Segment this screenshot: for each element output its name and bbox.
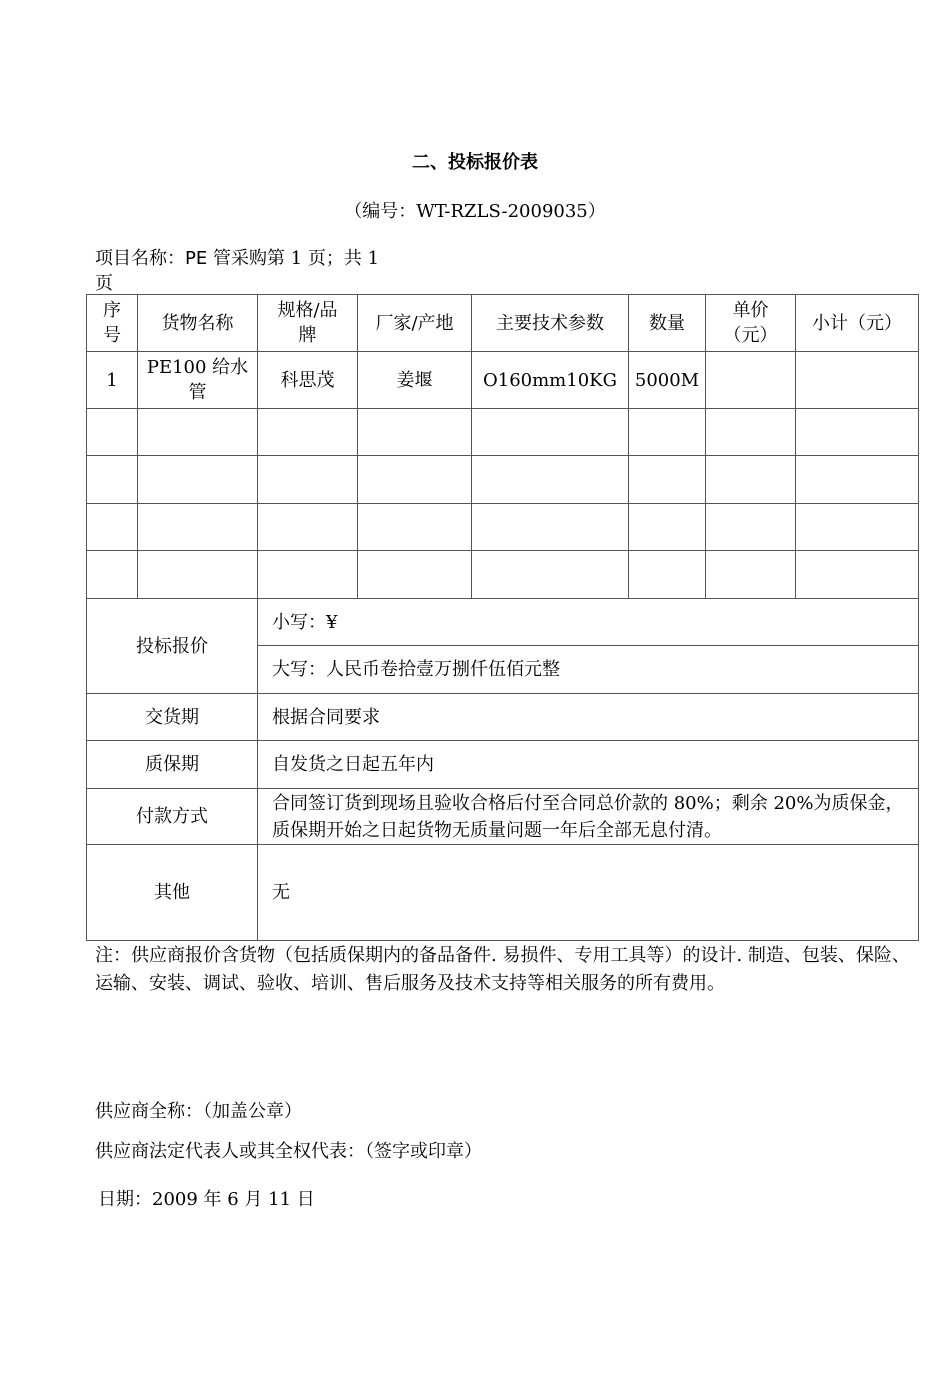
project-prefix: 项目名称： [95, 248, 185, 269]
other-row [87, 845, 919, 941]
header-row [87, 295, 919, 352]
row-origin: 姜堰 [358, 352, 472, 409]
warranty-label: 质保期 [87, 741, 258, 789]
payment-value: 合同签订货到现场且验收合格后付至合同总价款的 80%；剩余 20%为质保金，质保期开始之日起货物无质量问题一年后全部无息付清。 [258, 789, 919, 845]
row-goods-name: PE100 给水 管 [138, 352, 258, 409]
bid-price-row [87, 599, 919, 646]
document-number: （编号：WT-RZLS-2009035） [344, 201, 606, 222]
header-subtotal: 小计（元） [796, 295, 919, 352]
delivery-label: 交货期 [87, 694, 258, 741]
payment-label: 付款方式 [87, 789, 258, 845]
bid-price-label: 投标报价 [87, 599, 258, 694]
footnote: 注：供应商报价含货物（包括质保期内的备品备件. 易损件、专用工具等）的设计. 制造、包装、保险、运输、安装、调试、验收、培训、售后服务及技术支持等相关服务的所有费用。 [95, 945, 910, 994]
page-count: 第 1 页；共 1 页 [95, 248, 380, 294]
quotation-table [86, 294, 919, 941]
supplier-name-line: 供应商全称：（加盖公章） [95, 1101, 302, 1122]
date-line: 日期：2009 年 6 月 11 日 [98, 1189, 315, 1210]
row-subtotal [796, 352, 919, 409]
row-seq: 1 [87, 352, 138, 409]
delivery-row [87, 694, 919, 741]
delivery-value: 根据合同要求 [258, 694, 919, 741]
header-goods-name: 货物名称 [138, 295, 258, 352]
header-quantity: 数量 [629, 295, 706, 352]
lowercase-amount: 小写：¥ [258, 599, 919, 646]
row-quantity: 5000M [629, 352, 706, 409]
empty-row [87, 551, 919, 599]
other-label: 其他 [87, 845, 258, 941]
header-maker-origin: 厂家/产地 [358, 295, 472, 352]
warranty-row [87, 741, 919, 789]
empty-row [87, 456, 919, 504]
header-seq: 序 号 [87, 295, 138, 352]
row-brand: 科思茂 [258, 352, 358, 409]
document-title: 二、投标报价表 [412, 152, 538, 173]
warranty-value: 自发货之日起五年内 [258, 741, 919, 789]
other-value: 无 [258, 845, 919, 941]
row-unit-price [706, 352, 796, 409]
header-tech-params: 主要技术参数 [472, 295, 629, 352]
project-name: PE 管采购 [185, 248, 267, 269]
supplier-rep-line: 供应商法定代表人或其全权代表：（签字或印章） [95, 1141, 482, 1162]
project-line [95, 246, 395, 296]
table-row [87, 352, 919, 409]
header-spec-brand: 规格/品 牌 [258, 295, 358, 352]
uppercase-amount: 大写：人民币卷拾壹万捌仟伍佰元整 [258, 646, 919, 694]
row-params: O160mm10KG [472, 352, 629, 409]
payment-row [87, 789, 919, 845]
header-unit-price: 单价 （元） [706, 295, 796, 352]
empty-row [87, 504, 919, 551]
empty-row [87, 409, 919, 456]
